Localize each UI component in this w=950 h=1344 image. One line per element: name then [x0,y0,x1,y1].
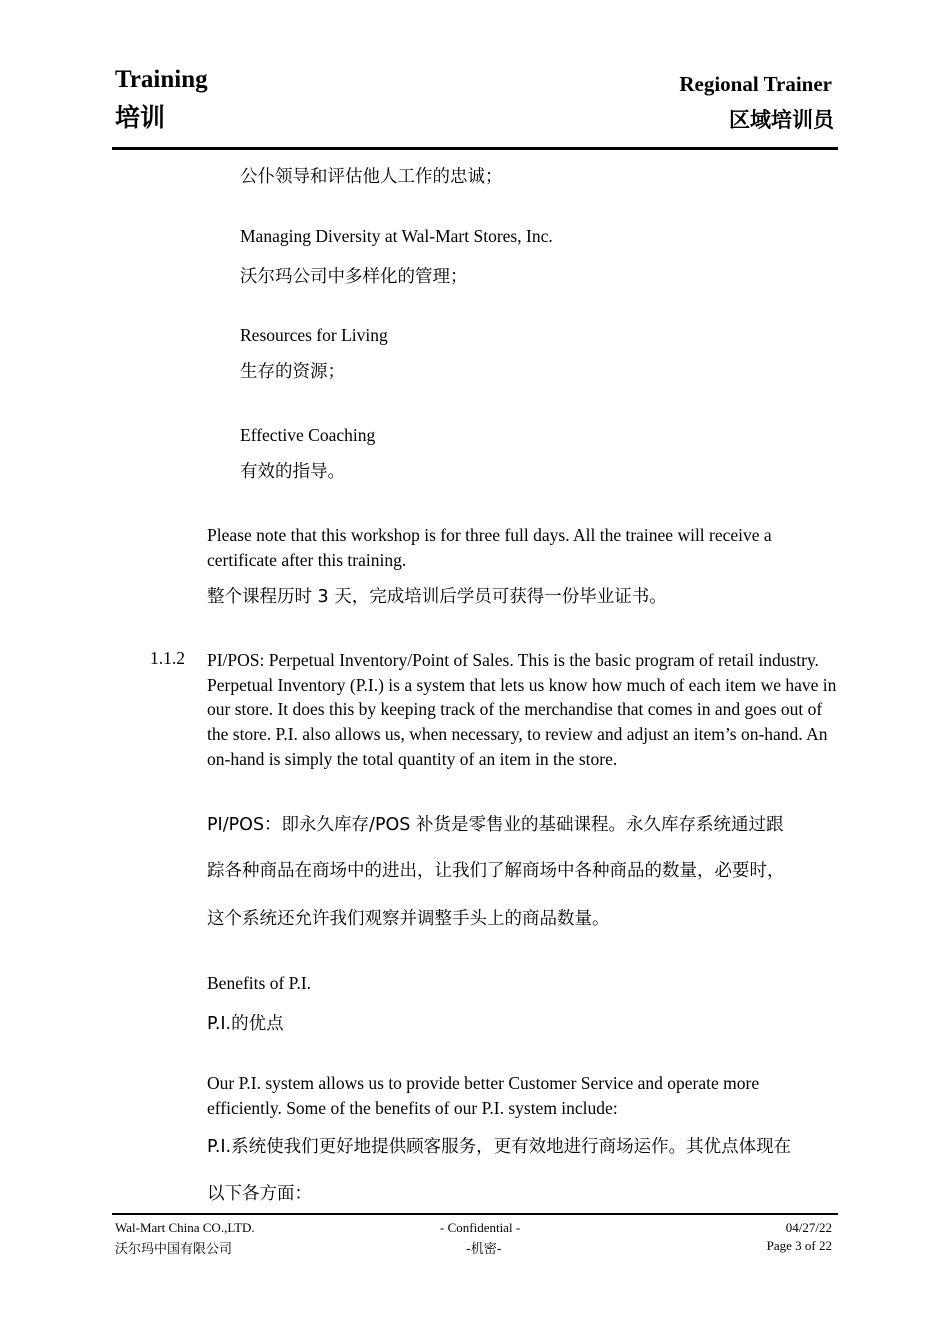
benefits-paragraph-en: Our P.I. system allows us to provide better Customer Service and operate more efficiently. Some of the benefits of our P.I. system include: [207,1073,760,1118]
footer-divider [112,1213,838,1215]
header-role-en: Regional Trainer [679,72,832,96]
header-title-zh: 培训 [115,103,166,132]
benefits-zh-line-2: 以下各方面： [207,1184,312,1204]
benefits-zh-line-1: P.I.系统使我们更好地提供顾客服务，更有效地进行商场运作。其优点体现在 [207,1137,792,1157]
workshop-note-zh: 整个课程历时 3 天，完成培训后学员可获得一份毕业证书。 [207,587,667,607]
footer-confidential-en: - Confidential - [440,1220,521,1235]
footer-date: 04/27/22 [785,1220,832,1235]
header-role-zh: 区域培训员 [729,108,834,132]
footer-confidential-zh: -机密- [466,1242,502,1257]
coaching-item-zh: 有效的指导。 [240,462,345,482]
footer-company-en: Wal-Mart China CO.,LTD. [115,1220,255,1235]
diversity-item-en: Managing Diversity at Wal-Mart Stores, Inc. [240,226,553,246]
workshop-note-en: Please note that this workshop is for three full days. All the trainee will receive a certificate after this training. [207,525,772,570]
benefits-heading-zh: P.I.的优点 [207,1014,284,1034]
resources-item-zh: 生存的资源； [240,362,345,382]
pipos-paragraph-en: PI/POS: Perpetual Inventory/Point of Sales. This is the basic program of retail industry. Perpetual Inventory (P.I.) is a system that lets us know how much of each item we have in our store. It does this by keeping track of the merchandise that comes in and goes out of the store. P.I. also allows us, when necessary, to review and adjust an item’s on-hand. An on-hand is simply the total quantity of an item in the store. [207,650,837,769]
servant-leadership-zh: 公仆领导和评估他人工作的忠诚； [240,167,503,187]
coaching-item-en: Effective Coaching [240,425,376,445]
pipos-zh-line-3: 这个系统还允许我们观察并调整手头上的商品数量。 [207,909,610,929]
diversity-item-zh: 沃尔玛公司中多样化的管理； [240,267,468,287]
pipos-zh-line-2: 踪各种商品在商场中的进出，让我们了解商场中各种商品的数量，必要时， [207,861,785,881]
footer-page-number: Page 3 of 22 [766,1238,832,1253]
header-divider [112,147,838,150]
resources-item-en: Resources for Living [240,325,388,345]
header-title-en: Training [115,66,208,93]
benefits-heading-en: Benefits of P.I. [207,973,312,993]
footer-company-zh: 沃尔玛中国有限公司 [115,1242,233,1257]
section-number: 1.1.2 [150,648,185,668]
pipos-zh-line-1: PI/POS：即永久库存/POS 补货是零售业的基础课程。永久库存系统通过跟 [207,815,784,835]
